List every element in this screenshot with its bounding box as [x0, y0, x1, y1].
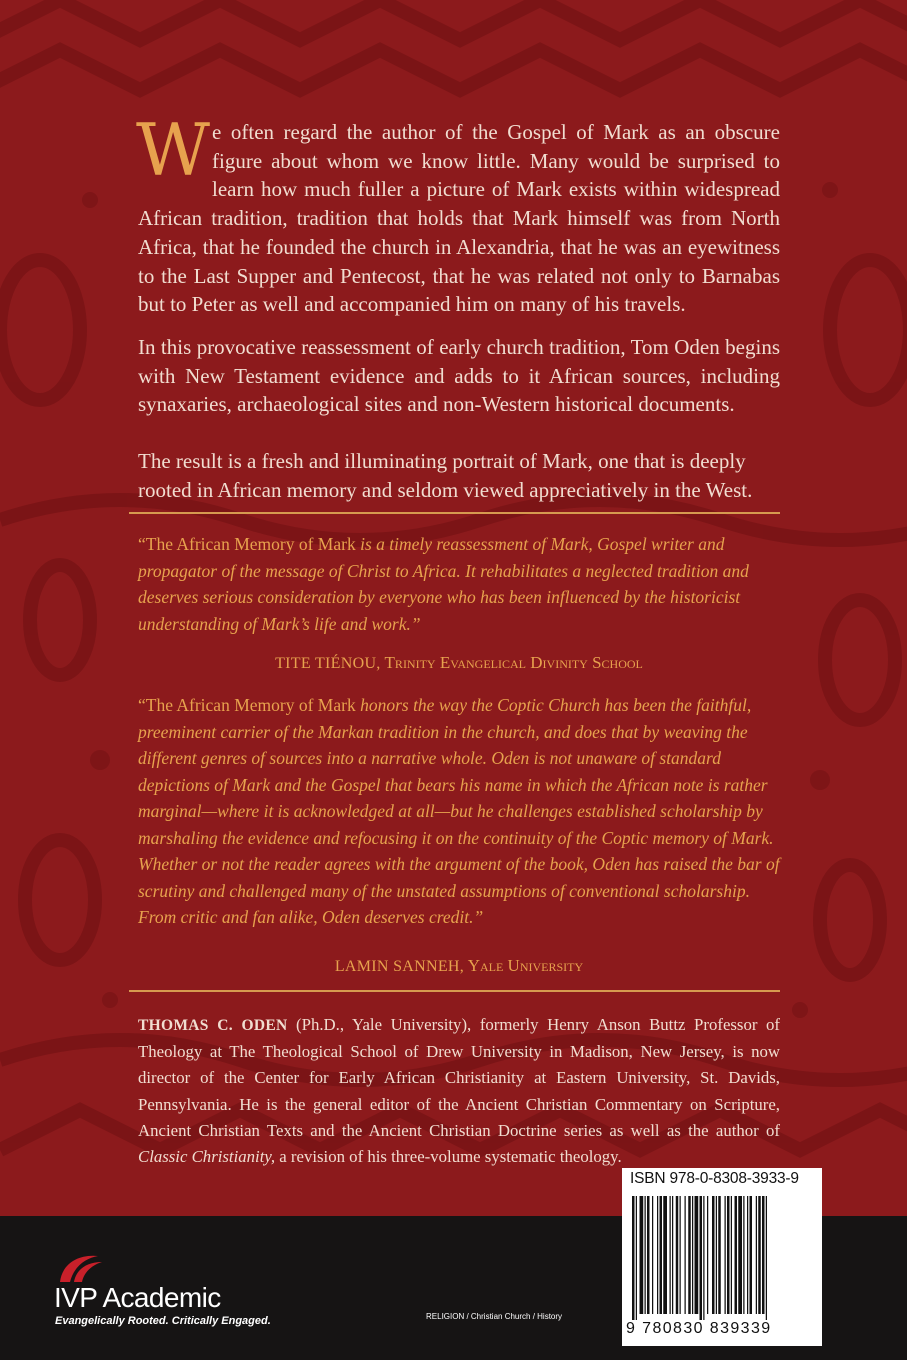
endorsement-1-quote — [138, 531, 780, 637]
drop-cap: W — [136, 108, 211, 192]
author-book-title: Classic Christianity, — [138, 1147, 276, 1167]
author-bio — [138, 1012, 780, 1170]
publisher-tagline: Evangelically Rooted. Critically Engaged. — [55, 1315, 271, 1327]
endorsement-2-attribution — [138, 956, 780, 976]
divider-bottom — [129, 990, 780, 992]
intro-paragraph-1 — [136, 108, 780, 319]
endorsement-1-institution: Trinity Evangelical Divinity School — [380, 653, 643, 672]
intro-paragraph-1-text: e often regard the author of the Gospel of Mark as an obscure figure about whom we know little. Many would be surprised to learn how much fuller a picture of Mark exists within widespread African tradition, tradition that holds that Mark himself was from North Africa, that he founded the church in Alexandria, that he was an eyewitness to the Last Supper and Pentecost, that he was related not only to Barnabas but to Peter as well and accompanied him on many of his travels. — [138, 120, 780, 317]
endorsement-2-quote — [138, 692, 780, 931]
barcode-bars — [630, 1196, 814, 1320]
endorsement-1-attribution — [138, 653, 780, 673]
isbn-label: ISBN 978-0-8308-3933-9 — [630, 1170, 799, 1187]
endorsement-1-text: is a timely reassessment of Mark, Gospel writer and propagator of the message of Christ to Africa. It rehabilitates a neglected tradition and deserves serious consideration by everyone who has been influenced by the historicist understanding of Mark’s life and work.” — [138, 534, 749, 634]
ivp-flame-icon — [56, 1250, 116, 1284]
endorsement-2-name: LAMIN SANNEH, — [334, 958, 465, 975]
divider-top — [129, 512, 780, 514]
endorsement-2-institution: Yale University — [464, 956, 584, 975]
endorsement-1-name: TITE TIÉNOU, — [275, 655, 381, 672]
category-label: RELIGION / Christian Church / History — [426, 1312, 563, 1321]
barcode-digits: 9 780830 839339 — [626, 1320, 772, 1337]
intro-paragraph-2: In this provocative reassessment of early church tradition, Tom Oden begins with New Testament evidence and adds to it African sources, including synaxaries, archaeological sites and non-Western historical documents. — [138, 335, 780, 417]
endorsement-2-text: honors the way the Coptic Church has been the faithful, preeminent carrier of the Markan tradition in the church, and does that by weaving the different genres of sources into a narrative whole. Oden is not unaware of standard depictions of Mark and the Gospel that bears his name in which the African note is rather marginal—where it is acknowledged at all—but he challenges established scholarship by marshaling the evidence and refocusing it on the continuity of the Coptic memory of Mark. Whether or not the reader agrees with the argument of the book, Oden has raised the bar of scrutiny and challenged many of the unstated assumptions of conventional scholarship. From critic and fan alike, Oden deserves credit.” — [138, 695, 780, 927]
intro-paragraph-3: The result is a fresh and illuminating portrait of Mark, one that is deeply rooted in African memory and seldom viewed appreciatively in the West. — [138, 449, 753, 502]
author-name: THOMAS C. ODEN — [138, 1017, 288, 1034]
author-bio-text-a: (Ph.D., Yale University), formerly Henry Anson Buttz Professor of Theology at The Theological School of Drew University in Madison, New Jersey, is now director of the Center for Early African Christianity at Eastern University, St. Davids, Pennsylvania. He is the general editor of the Ancient Christian Commentary on Scripture, Ancient Christian Texts and the Ancient Christian Doctrine series as well as the author of — [138, 1015, 780, 1140]
publisher-name: IVP Academic — [54, 1282, 221, 1313]
barcode-box — [622, 1168, 822, 1346]
endorsement-1-book-title: “The African Memory of Mark — [138, 534, 356, 554]
author-bio-text-b: a revision of his three-volume systematic theology. — [275, 1147, 622, 1167]
endorsement-2-book-title: “The African Memory of Mark — [138, 695, 356, 715]
